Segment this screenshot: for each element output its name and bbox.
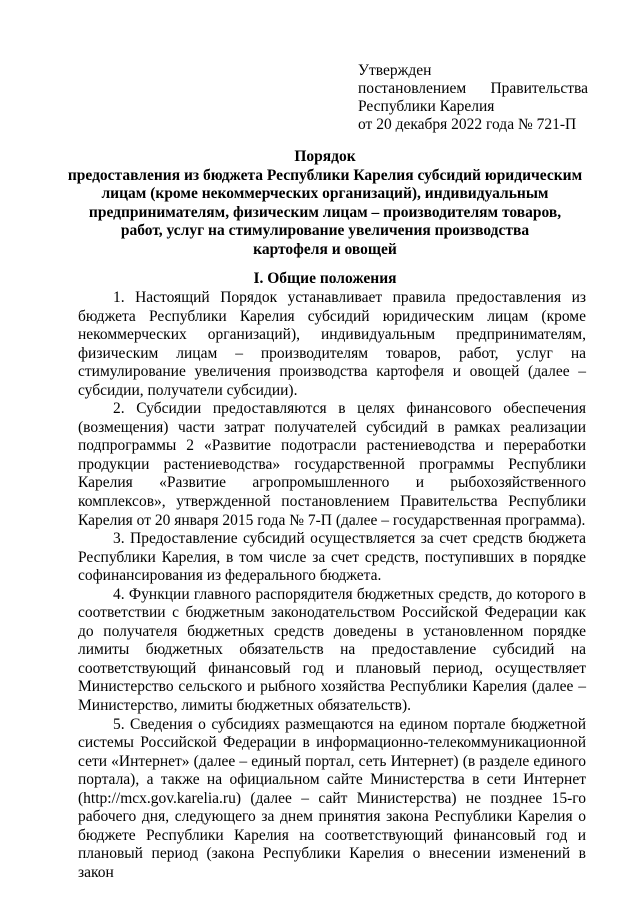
title-line: картофеля и овощей [253,240,397,258]
paragraph-1: 1. Настоящий Порядок устанавливает правила предоставления из бюджета Республики Карелия субсидий юридическим лицам (кроме некоммерческих организаций), индивидуальным предпринимателям, физическим лицам – производителям товаров, работ, услуг на стимулирование увеличения производства картофеля и овощей (далее – субсидии, получатели субсидии). [78,289,586,399]
approval-line-decree [358,80,588,98]
approval-government-word: Правительства [490,80,588,97]
document-title [60,148,590,260]
title-line: работ, услуг на стимулирование увеличения производства [120,222,530,240]
section-heading: I. Общие положения [253,270,397,287]
approval-decree-word: постановлением [358,80,467,97]
approval-stamp [358,62,588,134]
approval-line-republic: Республики Карелия [358,98,495,115]
paragraph-5: 5. Сведения о субсидиях размещаются на едином портале бюджетной системы Российской Федерации в информационно-телекоммуникационной сети «Интернет» (далее – единый портал, сеть Интернет) (в разделе единого портала), а также на официальном сайте Министерства в сети Интернет (http://mcx.gov.karelia.ru) (далее – сайт Министерства) не позднее 15-го рабочего дня, следующего за днем принятия закона Республики Карелия о бюджете Республики Карелия на соответствующий финансовый год и плановый период (закона Республики Карелия о внесении изменений в закон [78,715,586,881]
title-heading: Порядок [294,148,356,165]
approval-line-approved: Утвержден [358,62,432,79]
paragraph-2: 2. Субсидии предоставляются в целях финансового обеспечения (возмещения) части затрат получателей субсидий в рамках реализации подпрограммы 2 «Развитие подотрасли растениеводства и переработки продукции растениеводства» государственной программы Республики Карелия «Развитие агропромышленного и рыбохозяйственного комплексов», утвержденной постановлением Правительства Республики Карелия от 20 января 2015 года № 7-П (далее – государственная программа). [78,400,586,529]
title-line: лицам (кроме некоммерческих организаций), индивидуальным [101,185,549,203]
paragraph-4: 4. Функции главного распорядителя бюджетных средств, до которого в соответствии с бюджетным законодательством Российской Федерации как до получателя бюджетных средств доведены в установленном порядке лимиты бюджетных обязательств на предоставление субсидий на соответствующий финансовый год и плановый период, осуществляет Министерство сельского и рыбного хозяйства Республики Карелия (далее – Министерство, лимиты бюджетных обязательств). [78,585,586,715]
paragraph-3: 3. Предоставление субсидий осуществляется за счет средств бюджета Республики Карелия, в том числе за счет средств, поступивших в порядке софинансирования из федерального бюджета. [78,530,586,585]
document-body [78,289,586,883]
approval-line-date-number: от 20 декабря 2022 года № 721-П [358,116,577,133]
title-line: предпринимателям, физическим лицам – производителям товаров, [88,203,562,221]
title-line: предоставления из бюджета Республики Карелия субсидий юридическим [67,166,583,184]
